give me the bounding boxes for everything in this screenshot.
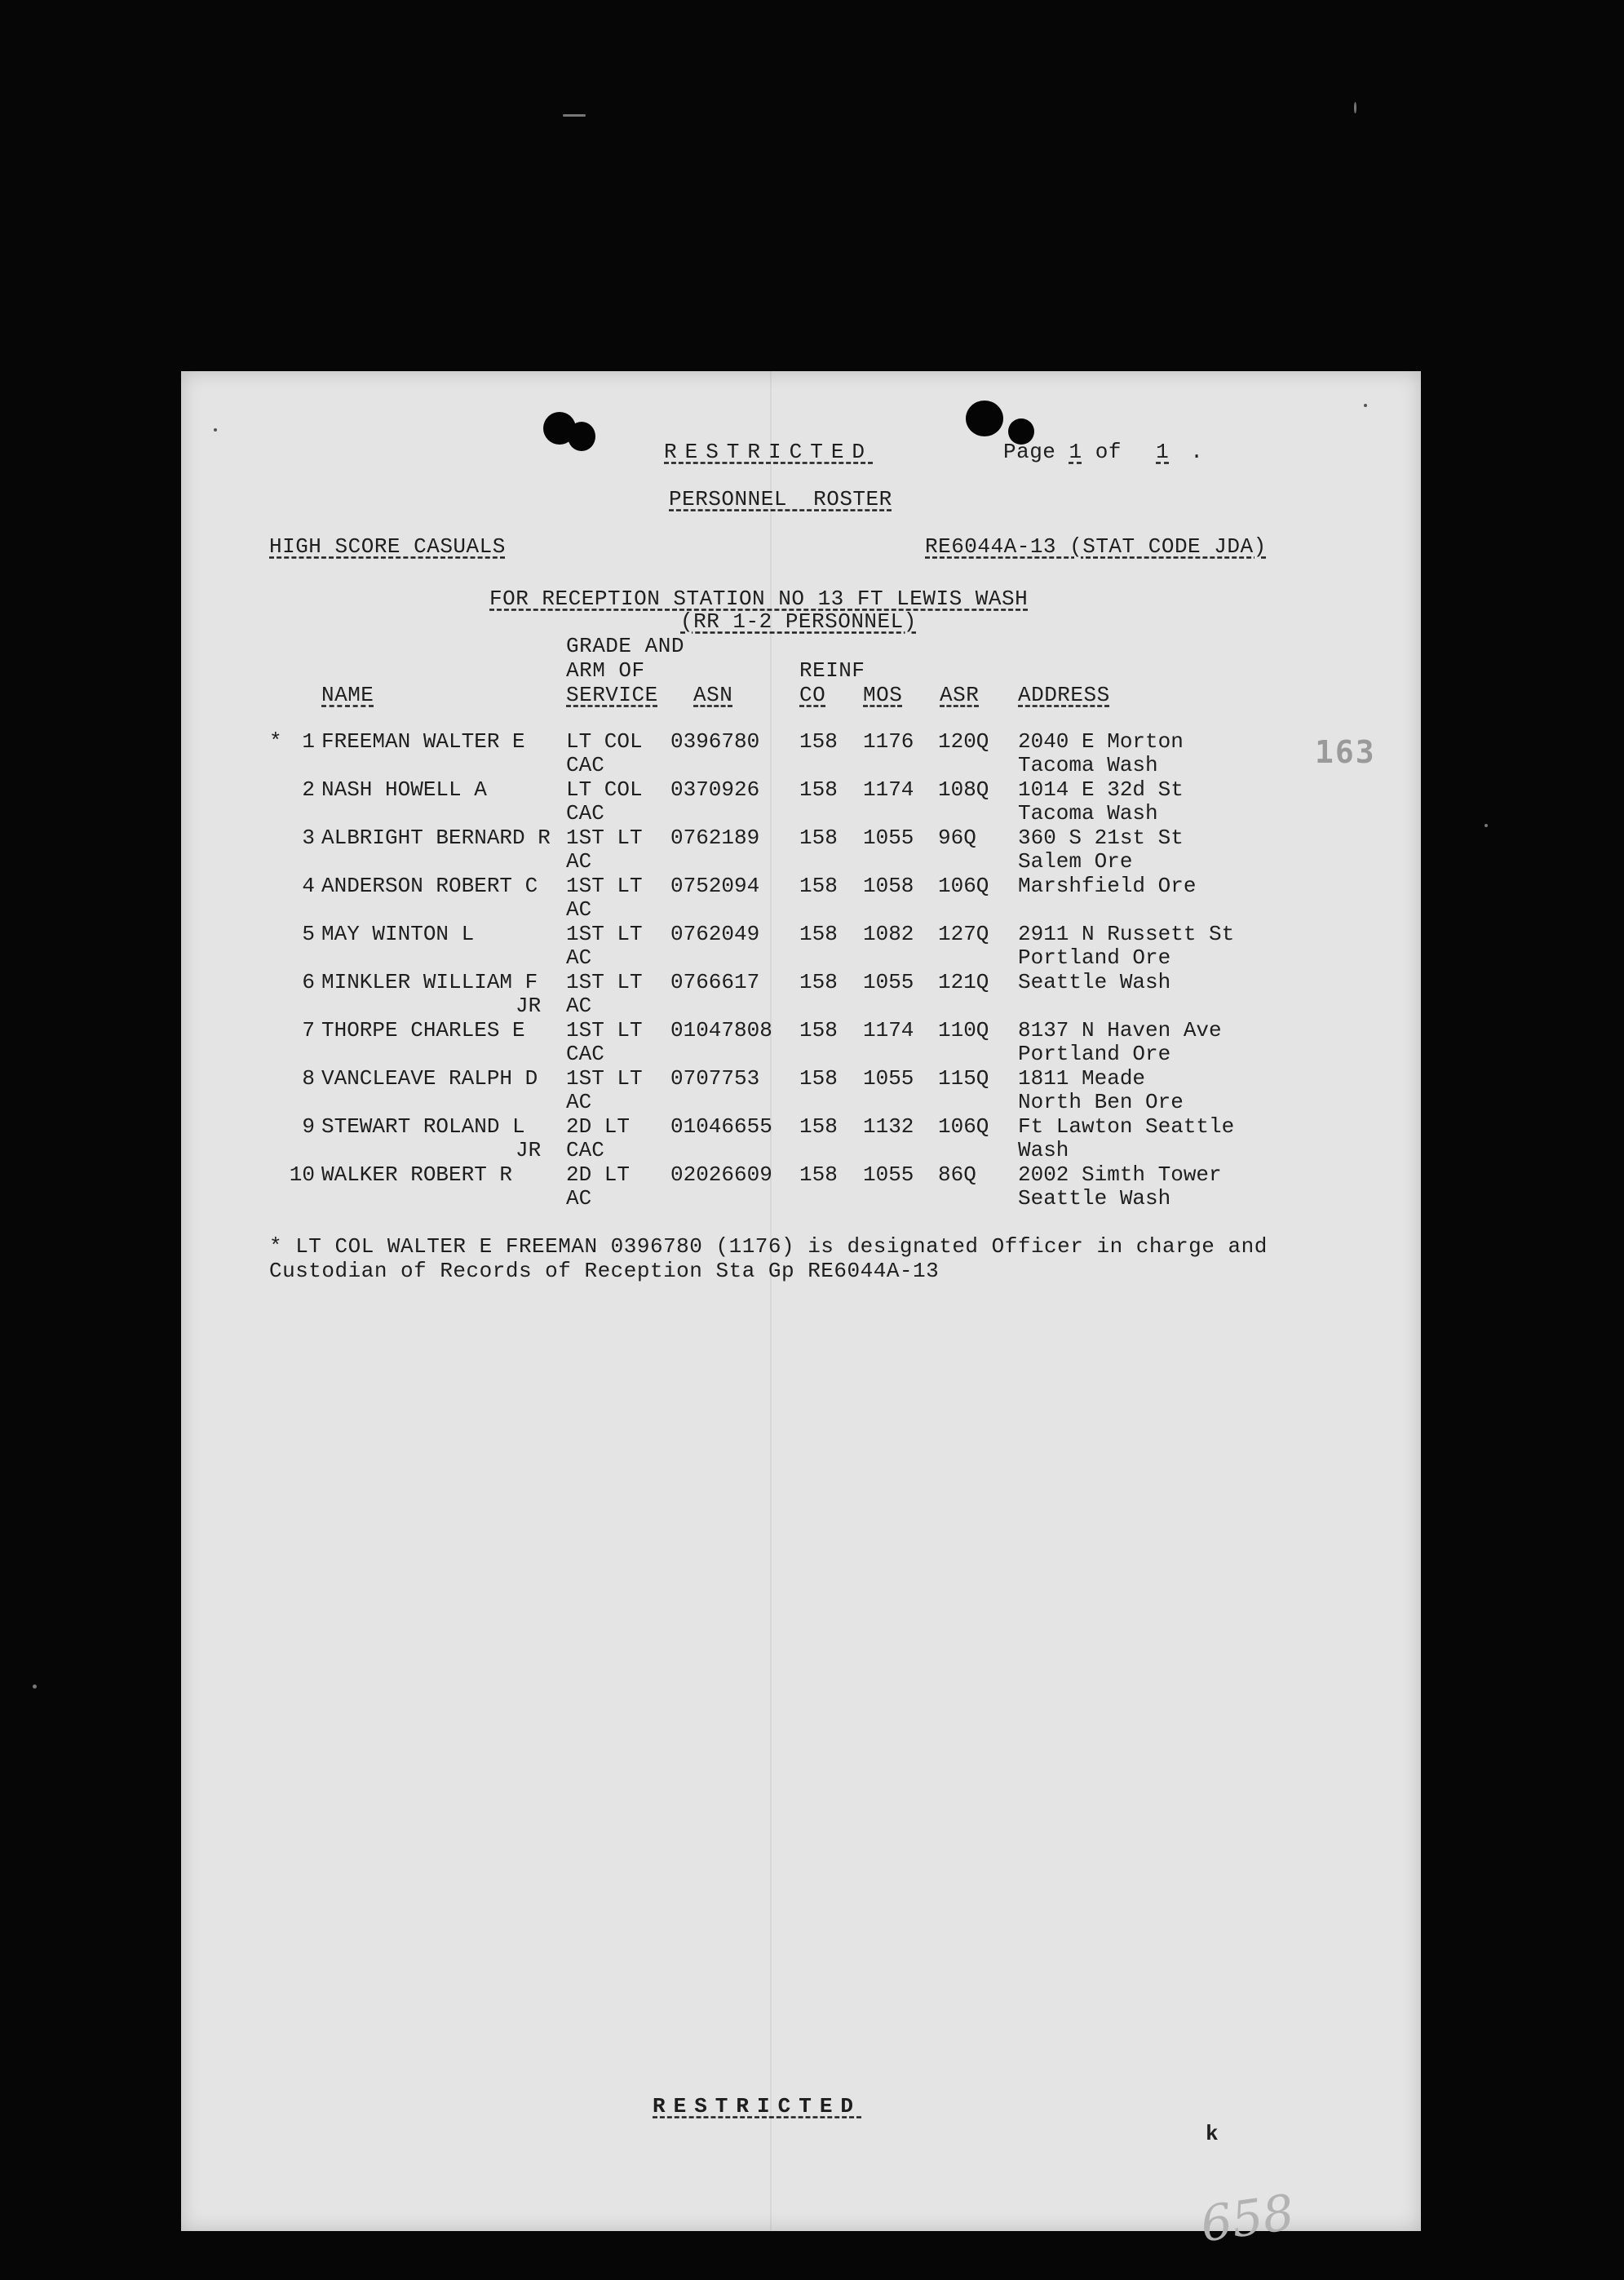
- header-classification: RESTRICTED: [664, 440, 874, 464]
- punch-hole: [568, 422, 595, 451]
- row-asr: 121Q: [938, 970, 989, 994]
- row-asn: 0370926: [670, 777, 760, 802]
- row-asr: 110Q: [938, 1018, 989, 1043]
- row-number: 5: [302, 922, 315, 946]
- row-grade: LT COL: [566, 777, 643, 802]
- dust-speck: [563, 114, 586, 117]
- personnel-note: (RR 1-2 PERSONNEL): [680, 609, 917, 634]
- table-row: [181, 874, 1405, 923]
- page-of-label: of: [1095, 440, 1122, 464]
- corner-mark: k: [1206, 2122, 1219, 2146]
- document-title: PERSONNEL ROSTER: [669, 487, 892, 511]
- punch-hole: [966, 401, 1003, 436]
- row-address: 360 S 21st St: [1018, 826, 1184, 850]
- row-grade: LT COL: [566, 729, 643, 754]
- row-number: 7: [302, 1018, 315, 1043]
- unit-code: RE6044A-13 (STAT CODE JDA): [925, 534, 1267, 559]
- row-address-line2: Tacoma Wash: [1018, 801, 1158, 826]
- roster-document: [181, 371, 1421, 2254]
- row-name: VANCLEAVE RALPH D: [321, 1066, 538, 1091]
- row-address: Ft Lawton Seattle: [1018, 1114, 1235, 1139]
- row-name: THORPE CHARLES E: [321, 1018, 525, 1043]
- row-address: Seattle Wash: [1018, 970, 1171, 994]
- stamp-number: 163: [1315, 734, 1376, 770]
- row-address-line2: Tacoma Wash: [1018, 753, 1158, 777]
- row-grade: 1ST LT: [566, 970, 643, 994]
- row-mos: 1132: [863, 1114, 914, 1139]
- column-header-name: NAME: [321, 683, 374, 707]
- page-total: 1: [1156, 440, 1170, 464]
- row-mos: 1055: [863, 1066, 914, 1091]
- row-grade-line2: CAC: [566, 801, 604, 826]
- row-asn: 01046655: [670, 1114, 772, 1139]
- row-asr: 86Q: [938, 1162, 976, 1187]
- row-asn: 01047808: [670, 1018, 772, 1043]
- row-grade: 2D LT: [566, 1162, 631, 1187]
- row-address-line2: North Ben Ore: [1018, 1090, 1184, 1114]
- table-row: [181, 1019, 1405, 1068]
- table-row: [181, 923, 1405, 972]
- row-name: MAY WINTON L: [321, 922, 475, 946]
- row-mos: 1055: [863, 826, 914, 850]
- row-asn: 02026609: [670, 1162, 772, 1187]
- edge-speck: [214, 428, 217, 432]
- destination-line: FOR RECEPTION STATION NO 13 FT LEWIS WASH: [489, 587, 1029, 611]
- row-asr: 108Q: [938, 777, 989, 802]
- row-co: 158: [799, 826, 838, 850]
- row-address-line2: Seattle Wash: [1018, 1186, 1171, 1211]
- row-asr: 106Q: [938, 874, 989, 898]
- page-dot: .: [1190, 440, 1204, 464]
- row-grade: 1ST LT: [566, 922, 643, 946]
- row-co: 158: [799, 729, 838, 754]
- row-mos: 1055: [863, 1162, 914, 1187]
- pencil-note: 658: [1197, 2184, 1298, 2254]
- row-grade-line2: AC: [566, 945, 592, 970]
- row-number: 3: [302, 826, 315, 850]
- column-header-asn: ASN: [693, 683, 733, 707]
- table-row: [181, 1067, 1405, 1116]
- row-grade-line2: AC: [566, 1090, 592, 1114]
- row-grade-line2: AC: [566, 1186, 592, 1211]
- row-number: 4: [302, 874, 315, 898]
- row-asn: 0762049: [670, 922, 760, 946]
- footnote-line-2: Custodian of Records of Reception Sta Gp RE6044A-13: [269, 1259, 940, 1283]
- row-address: 8137 N Haven Ave: [1018, 1018, 1222, 1043]
- row-asr: 115Q: [938, 1066, 989, 1091]
- row-address: 1811 Meade: [1018, 1066, 1146, 1091]
- row-grade: 1ST LT: [566, 1066, 643, 1091]
- row-asn: 0752094: [670, 874, 760, 898]
- row-address: 1014 E 32d St: [1018, 777, 1184, 802]
- page-indicator: [1003, 440, 1203, 464]
- row-grade-line2: CAC: [566, 753, 604, 777]
- column-header-service: SERVICE: [566, 683, 658, 707]
- row-number: 1: [302, 729, 315, 754]
- row-name: ALBRIGHT BERNARD R: [321, 826, 551, 850]
- column-header-asr: ASR: [940, 683, 980, 707]
- row-grade-line2: AC: [566, 897, 592, 922]
- dust-speck: [1485, 824, 1488, 827]
- row-mos: 1174: [863, 777, 914, 802]
- row-co: 158: [799, 874, 838, 898]
- row-asn: 0707753: [670, 1066, 760, 1091]
- column-header-mos: MOS: [863, 683, 903, 707]
- column-header-co: CO: [799, 683, 826, 707]
- fold-crease: [770, 371, 772, 2231]
- row-co: 158: [799, 1114, 838, 1139]
- row-co: 158: [799, 1018, 838, 1043]
- row-grade-line2: CAC: [566, 1042, 604, 1066]
- row-number: 10: [289, 1162, 315, 1187]
- row-name: NASH HOWELL A: [321, 777, 487, 802]
- column-header-reinf: REINF: [799, 658, 865, 683]
- page-label: Page: [1003, 440, 1056, 464]
- row-mos: 1055: [863, 970, 914, 994]
- row-co: 158: [799, 922, 838, 946]
- table-row: [181, 1115, 1405, 1164]
- row-grade: 1ST LT: [566, 874, 643, 898]
- row-address: 2911 N Russett St: [1018, 922, 1235, 946]
- row-grade-line2: AC: [566, 849, 592, 874]
- row-mos: 1176: [863, 729, 914, 754]
- row-asn: 0766617: [670, 970, 760, 994]
- row-co: 158: [799, 777, 838, 802]
- row-address-line2: Portland Ore: [1018, 945, 1171, 970]
- row-asn: 0762189: [670, 826, 760, 850]
- row-asr: 106Q: [938, 1114, 989, 1139]
- row-name-line2: JR: [516, 1138, 542, 1162]
- row-asr: 120Q: [938, 729, 989, 754]
- column-header-grade-line1: GRADE AND: [566, 634, 684, 658]
- row-number: 2: [302, 777, 315, 802]
- row-address-line2: Portland Ore: [1018, 1042, 1171, 1066]
- row-name-line2: JR: [516, 994, 542, 1018]
- row-co: 158: [799, 970, 838, 994]
- row-name: STEWART ROLAND L: [321, 1114, 525, 1139]
- row-mos: 1082: [863, 922, 914, 946]
- row-asr: 96Q: [938, 826, 976, 850]
- row-address: 2002 Simth Tower: [1018, 1162, 1222, 1187]
- row-name: FREEMAN WALTER E: [321, 729, 525, 754]
- column-header-address: ADDRESS: [1018, 683, 1110, 707]
- row-grade: 1ST LT: [566, 826, 643, 850]
- dust-speck: [33, 1685, 37, 1689]
- column-header-grade-line2: ARM OF: [566, 658, 645, 683]
- row-grade-line2: AC: [566, 994, 592, 1018]
- footer-classification: RESTRICTED: [653, 2094, 862, 2118]
- table-row: [181, 826, 1405, 875]
- row-number: 9: [302, 1114, 315, 1139]
- row-grade: 1ST LT: [566, 1018, 643, 1043]
- row-asr: 127Q: [938, 922, 989, 946]
- row-number: 6: [302, 970, 315, 994]
- row-address-line2: Salem Ore: [1018, 849, 1133, 874]
- row-address-line2: Wash: [1018, 1138, 1069, 1162]
- table-row: [181, 1163, 1405, 1212]
- unit-name: HIGH SCORE CASUALS: [269, 534, 506, 559]
- row-number: 8: [302, 1066, 315, 1091]
- footnote-line-1: * LT COL WALTER E FREEMAN 0396780 (1176) is designated Officer in charge and: [269, 1234, 1268, 1259]
- row-co: 158: [799, 1162, 838, 1187]
- page-number: 1: [1069, 440, 1082, 464]
- edge-speck: [1364, 404, 1367, 407]
- row-grade-line2: CAC: [566, 1138, 604, 1162]
- row-mark: *: [269, 729, 282, 754]
- table-row: [181, 778, 1405, 827]
- row-address: 2040 E Morton: [1018, 729, 1184, 754]
- table-row: [181, 971, 1405, 1020]
- row-grade: 2D LT: [566, 1114, 631, 1139]
- table-row: [181, 730, 1405, 779]
- row-co: 158: [799, 1066, 838, 1091]
- row-name: ANDERSON ROBERT C: [321, 874, 538, 898]
- row-mos: 1058: [863, 874, 914, 898]
- dust-speck: [1354, 102, 1356, 113]
- row-name: WALKER ROBERT R: [321, 1162, 513, 1187]
- row-name: MINKLER WILLIAM F: [321, 970, 538, 994]
- row-address: Marshfield Ore: [1018, 874, 1197, 898]
- row-asn: 0396780: [670, 729, 760, 754]
- row-mos: 1174: [863, 1018, 914, 1043]
